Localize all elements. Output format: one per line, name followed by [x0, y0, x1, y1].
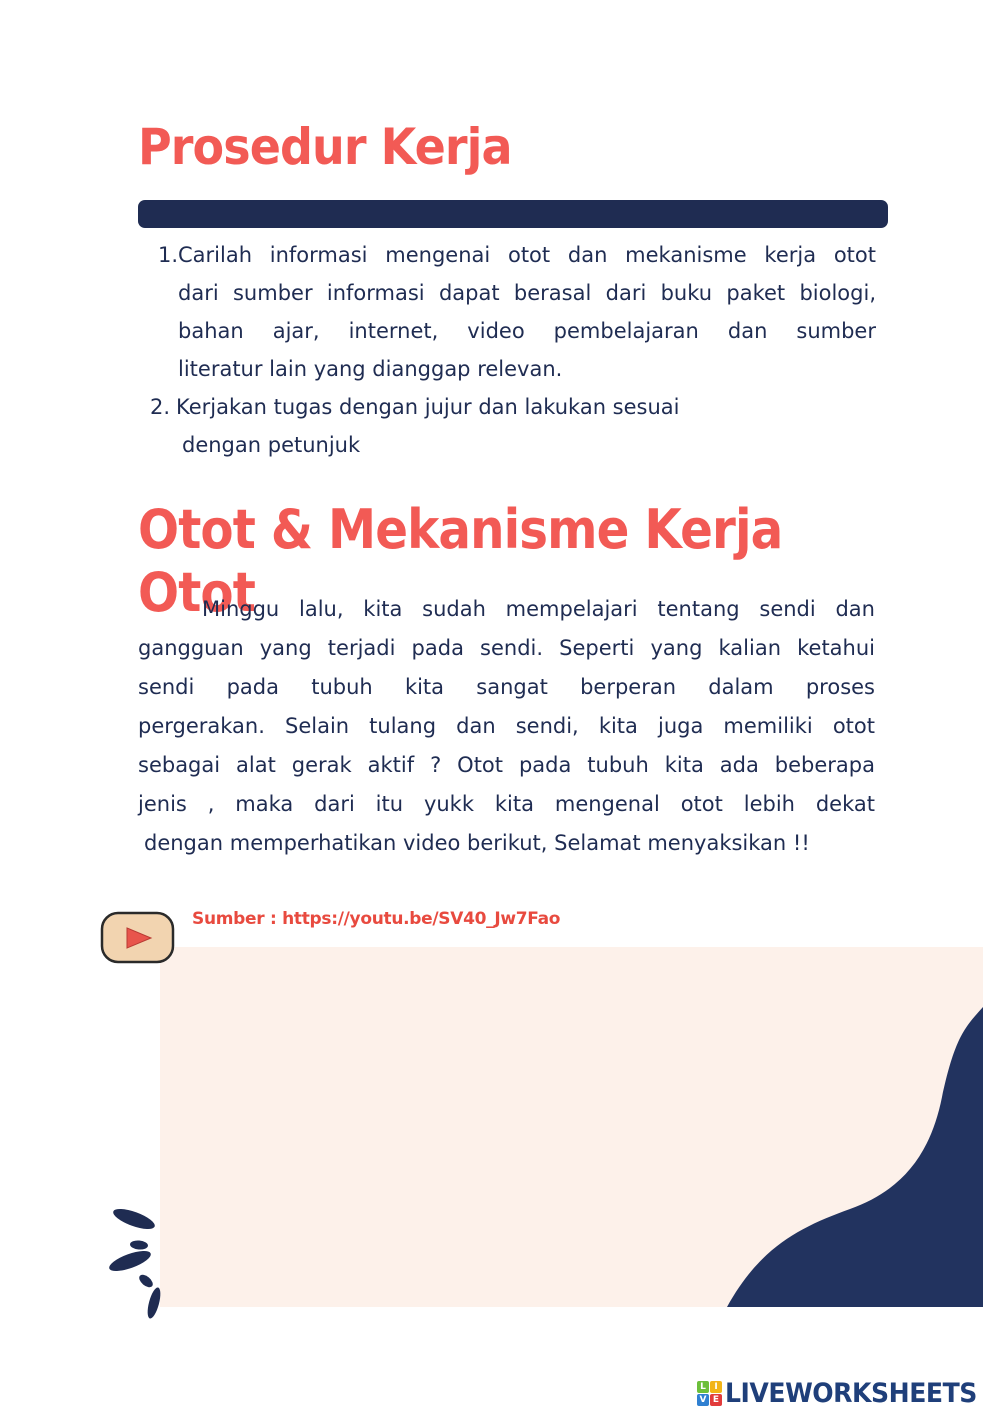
item-line: literatur lain yang dianggap relevan. [178, 357, 563, 381]
paragraph-line: pergerakan. Selain tulang dan sendi, kita juga memiliki otot [138, 714, 875, 738]
item-line: Kerjakan tugas dengan jujur dan lakukan sesuai [176, 395, 680, 419]
paragraph-line: Minggu lalu, kita sudah mempelajari tentang sendi dan [202, 597, 875, 621]
item-line: dengan petunjuk [182, 433, 361, 457]
logo-letter: L [697, 1381, 709, 1393]
paragraph-line: sendi pada tubuh kita sangat berperan dalam proses [138, 675, 875, 699]
item-line: bahan ajar, internet, video pembelajaran dan sumber [178, 319, 876, 343]
video-embed-area[interactable] [160, 947, 983, 1307]
intro-paragraph [138, 590, 875, 863]
title-divider-bar [138, 200, 888, 228]
procedure-item-1 [140, 236, 876, 388]
logo-letter: E [710, 1394, 722, 1406]
brand-name: LIVEWORKSHEETS [725, 1377, 977, 1409]
youtube-play-icon[interactable] [100, 910, 176, 966]
paragraph-line: jenis , maka dari itu yukk kita mengenal otot lebih dekat [138, 792, 875, 816]
item-line: dari sumber informasi dapat berasal dari buku paket biologi, [178, 281, 876, 305]
video-source-link[interactable]: Sumber : https://youtu.be/SV40_Jw7Fao [192, 909, 561, 929]
procedure-item-2 [140, 388, 876, 464]
wave-decoration [160, 947, 983, 1307]
logo-letter: I [710, 1381, 722, 1393]
item-number: 1. [158, 243, 179, 267]
paragraph-line: gangguan yang terjadi pada sendi. Seperti yang kalian ketahui [138, 636, 875, 660]
logo-letter: V [697, 1394, 709, 1406]
liveworksheets-brand[interactable] [697, 1378, 996, 1408]
muscle-section-title: Otot & Mekanisme Kerja Otot [138, 498, 783, 624]
live-logo-icon [697, 1381, 722, 1406]
burst-decoration-icon [104, 1205, 166, 1323]
procedure-list [140, 236, 876, 464]
procedure-title: Prosedur Kerja [138, 118, 512, 176]
item-number: 2. [150, 395, 171, 419]
paragraph-line: dengan memperhatikan video berikut, Selamat menyaksikan !! [144, 831, 810, 855]
item-line: Carilah informasi mengenai otot dan mekanisme kerja otot [178, 243, 876, 267]
paragraph-line: sebagai alat gerak aktif ? Otot pada tubuh kita ada beberapa [138, 753, 875, 777]
